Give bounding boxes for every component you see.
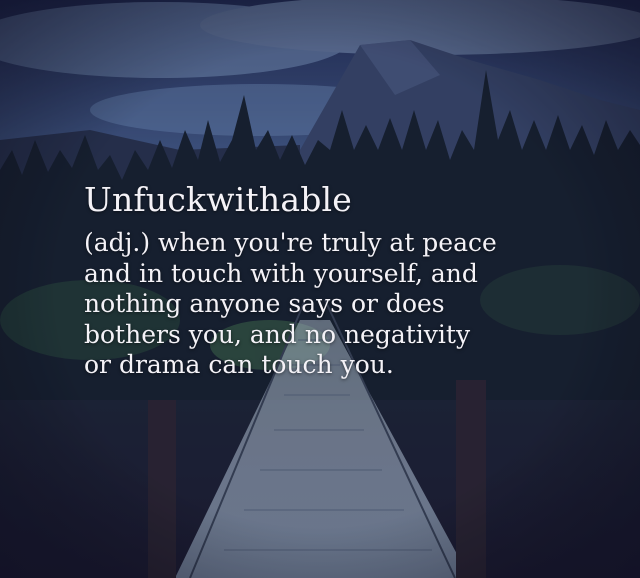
- definition-line: bothers you, and no negativity: [84, 319, 471, 349]
- headword: Unfuckwithable: [84, 180, 353, 219]
- definition-line: (adj.) when you're truly at peace: [84, 228, 497, 257]
- quote-block: [84, 178, 624, 381]
- definition-line: nothing anyone says or does: [84, 289, 445, 318]
- definition-line: or drama can touch you.: [84, 350, 394, 379]
- definition-line: and in touch with yourself, and: [84, 258, 478, 288]
